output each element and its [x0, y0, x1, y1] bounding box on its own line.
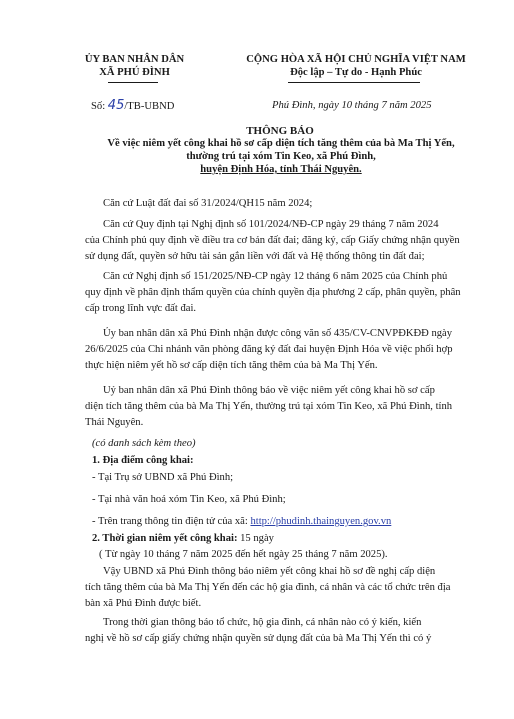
announcement-l3: Thái Nguyên. [85, 417, 144, 428]
received-letter-l3: thực hiện niêm yết hồ sơ cấp diện tích tăng thêm của bà Ma Thị Yến. [85, 360, 378, 371]
website-label: - Trên trang thông tin điện tử của xã: [92, 516, 251, 527]
conclusion-l1: Vậy UBND xã Phú Đình thông báo niêm yết công khai hồ sơ đề nghị cấp diện [103, 566, 436, 577]
section-2-range: ( Từ ngày 10 tháng 7 năm 2025 đến hết ngày 25 tháng 7 năm 2025). [99, 549, 388, 560]
agency-block [72, 54, 197, 80]
document-number [91, 98, 174, 114]
subject-line-1: Về việc niêm yết công khai hồ sơ cấp diện tích tăng thêm của bà Ma Thị Yến, [107, 138, 455, 149]
motto-line-1: CỘNG HÒA XÃ HỘI CHỦ NGHĨA VIỆT NAM [246, 54, 466, 65]
attached-note: (có danh sách kèm theo) [92, 438, 196, 449]
notice-title: THÔNG BÁO [246, 125, 314, 137]
announcement-l1: Uỷ ban nhân dân xã Phú Đình thông báo về việc niêm yết công khai hồ sơ cấp [103, 385, 435, 396]
location-culture-house: - Tại nhà văn hoá xóm Tin Keo, xã Phú Đình; [92, 494, 286, 505]
section-1-heading: 1. Địa điểm công khai: [92, 455, 194, 466]
section-2-heading: 2. Thời gian niêm yết công khai: [92, 533, 238, 544]
basis-decree-101-l1: Căn cứ Quy định tại Nghị định số 101/2024/NĐ-CP ngày 29 tháng 7 năm 2024 [103, 219, 439, 230]
feedback-l1: Trong thời gian thông báo tổ chức, hộ gia đình, cá nhân nào có ý kiến, kiến [103, 617, 422, 628]
agency-underline [108, 82, 158, 83]
basis-decree-151-l3: cấp trong lĩnh vực đất đai. [85, 303, 197, 314]
announcement-l2: diện tích tăng thêm của bà Ma Thị Yến, thường trú tại xóm Tin Keo, xã Phú Đình, tỉnh [85, 401, 453, 412]
basis-decree-101-l2: của Chính phủ quy định về điều tra cơ bản đất đai; đăng ký, cấp Giấy chứng nhận quyền [85, 235, 460, 246]
location-website [92, 516, 477, 529]
conclusion-l3: bàn xã Phú Đình được biết. [85, 598, 202, 609]
received-letter-l2: 26/6/2025 của Chi nhánh văn phòng đăng ký đất đai huyện Định Hóa về việc phối hợp [85, 344, 453, 355]
basis-decree-151-l2: quy định về phân định thẩm quyền của chính quyền địa phương 2 cấp, phân quyền, phân [85, 287, 461, 298]
website-link[interactable]: http://phudinh.thainguyen.gov.vn [250, 516, 392, 527]
motto-underline [288, 82, 420, 83]
subject-line-2: thường trú tại xóm Tin Keo, xã Phú Đình, [186, 150, 376, 162]
section-2-duration: 15 ngày [237, 533, 274, 544]
subject-block [66, 138, 496, 177]
agency-line-2: XÃ PHÚ ĐÌNH [99, 66, 170, 78]
section-2-heading-row [92, 533, 477, 546]
motto-block [218, 54, 494, 80]
motto-line-2: Độc lập – Tự do - Hạnh Phúc [290, 66, 422, 78]
place-date: Phú Đình, ngày 10 tháng 7 năm 2025 [272, 100, 432, 111]
basis-decree-151-l1: Căn cứ Nghị định số 151/2025/NĐ-CP ngày 12 tháng 6 năm 2025 của Chính phủ [103, 271, 448, 282]
conclusion-l2: tích tăng thêm của bà Ma Thị Yến đến các hộ gia đình, cá nhân và các tổ chức trên địa [85, 582, 451, 593]
subject-line-3: huyện Định Hóa, tỉnh Thái Nguyên. [200, 163, 362, 175]
received-letter-l1: Ủy ban nhân dân xã Phú Đình nhận được công văn số 435/CV-CNVPĐKĐĐ ngày [103, 328, 453, 339]
number-prefix: Số: [91, 101, 106, 112]
number-value: 45 [107, 98, 125, 113]
basis-law: Căn cứ Luật đất đai số 31/2024/QH15 năm 2024; [103, 198, 313, 209]
feedback-l2: nghị về hồ sơ cấp giấy chứng nhận quyền sử dụng đất của bà Ma Thị Yến thì có ý [85, 633, 432, 644]
agency-line-1: ỦY BAN NHÂN DÂN [84, 54, 185, 65]
basis-decree-101-l3: sử dụng đất, quyền sở hữu tài sản gắn liền với đất và Hệ thống thông tin đất đai; [85, 251, 425, 262]
number-suffix: /TB-UBND [124, 101, 175, 112]
location-office: - Tại Trụ sở UBND xã Phú Đình; [92, 472, 234, 483]
